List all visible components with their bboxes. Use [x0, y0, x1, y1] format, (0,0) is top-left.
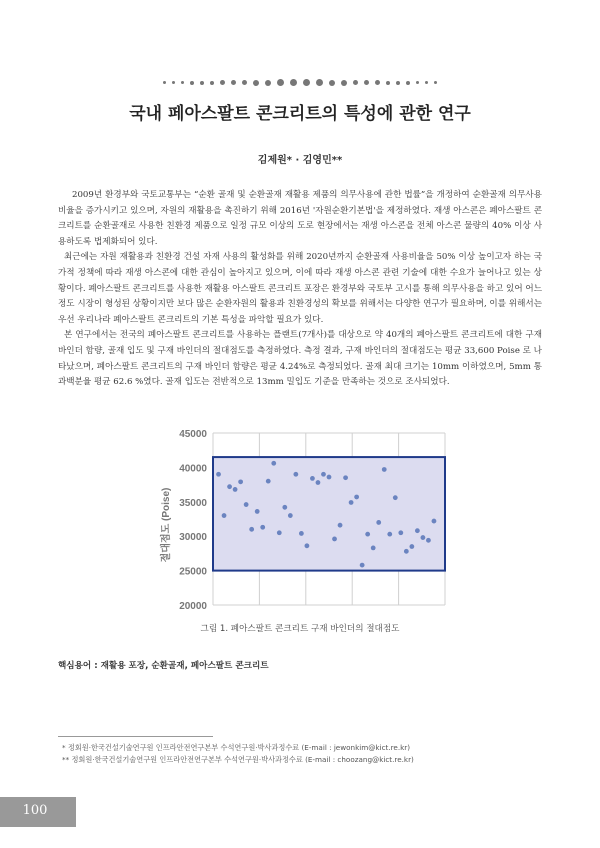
data-point [365, 532, 370, 537]
data-point [404, 549, 409, 554]
data-point [266, 479, 271, 484]
footnote-1: * 정회원·한국건설기술연구원 인프라안전연구본부 수석연구원·박사과정수료 (E-mail : jewonkim@kict.re.kr) [62, 743, 411, 752]
page-number: 100 [22, 803, 48, 818]
decoration-dot [375, 80, 380, 85]
abstract-body [58, 188, 542, 391]
decoration-dot [290, 79, 297, 86]
decoration-dot [231, 80, 236, 85]
paragraph-2: 최근에는 자원 재활용과 친환경 건설 자재 사용의 활성화를 위해 2020년까지 순환골재 사용비율을 50% 이상 높이고자 하는 국가적 정책에 따라 재생 아스콘에 대한 관심이 높아지고 있으며, 이에 따라 재생 아스콘 관련 기술에 대한 수요가 늘어나고 있는 상황이다. 폐아스팔트 콘크리트를 사용한 재활용 아스팔트 콘크리트 포장은 환경부와 국토부 고시를 통해 의무사용을 하고 있어 어느 정도 시장이 형성된 상황이지만 보다 많은 순환자원의 활용과 친환경성의 확보를 위해서는 다양한 연구가 필요하며, 이를 위해서는 우선 우리나라 폐아스팔트 콘크리트의 기본 특성을 파악할 필요가 있다. [58, 252, 542, 325]
decoration-dot [163, 81, 166, 84]
data-point [349, 500, 354, 505]
decoration-dot [316, 79, 323, 86]
footnote-2: ** 정회원·한국건설기술연구원 인프라안전연구본부 수석연구원·박사과정수료 (E-mail : choozang@kict.re.kr) [62, 755, 414, 764]
data-point [238, 479, 243, 484]
data-point [354, 495, 359, 500]
decoration-dot [277, 79, 284, 86]
range-band [213, 457, 445, 571]
data-point [260, 525, 265, 530]
decoration-dot [434, 81, 437, 84]
data-point [415, 528, 420, 533]
data-point [426, 538, 431, 543]
data-point [310, 476, 315, 481]
decoration-dot [181, 81, 184, 84]
decoration-dot [172, 81, 175, 84]
data-point [409, 544, 414, 549]
decoration-dot [341, 80, 347, 86]
decoration-dot [210, 81, 214, 85]
y-tick-label: 40000 [179, 463, 207, 475]
data-point [293, 472, 298, 477]
decoration-dot [416, 81, 419, 84]
decoration-dot [190, 81, 194, 85]
data-point [321, 472, 326, 477]
y-tick-label: 25000 [179, 566, 207, 578]
data-point [227, 484, 232, 489]
decoration-dot [406, 81, 410, 85]
data-point [360, 563, 365, 568]
data-point [398, 530, 403, 535]
chart-y-axis-label: 절대점도 (Poise) [161, 487, 172, 563]
y-tick-label: 20000 [179, 601, 207, 612]
data-point [376, 520, 381, 525]
title-decoration-dots [0, 72, 600, 82]
paper-title: 국내 페아스팔트 콘크리트의 특성에 관한 연구 [129, 104, 471, 124]
y-tick-label: 30000 [179, 532, 207, 544]
decoration-dot [220, 80, 225, 85]
paragraph-1: 2009년 환경부와 국토교통부는 “순환 골재 및 순환골재 재활용 제품의 의무사용에 관한 법률”을 개정하여 순환골재 의무사용비율을 증가시키고 있으며, 자원의 재활용을 촉진하기 위해 2016년 '자원순환기본법'을 제정하였다. 재생 아스콘은 폐아스팔트 콘크리트를 순환골재로 사용한 친환경 제품으로 일정 규모 이상의 도로 현장에서는 재생 아스콘을 전체 아스콘 물량의 40% 이상 사용하도록 법제화되어 있다. [58, 190, 542, 247]
data-point [299, 531, 304, 536]
footnote-rule [58, 736, 213, 737]
data-point [255, 509, 260, 514]
data-point [305, 543, 310, 548]
data-point [338, 523, 343, 528]
decoration-dot [265, 80, 271, 86]
author-line: 김제원* · 김영민** [257, 155, 343, 166]
data-point [244, 502, 249, 507]
decoration-dot [425, 81, 428, 84]
viscosity-scatter-chart [150, 422, 455, 618]
data-point [393, 495, 398, 500]
data-point [382, 467, 387, 472]
paragraph-3: 본 연구에서는 전국의 폐아스팔트 콘크리트를 사용하는 플랜트(7개사)를 대상으로 약 40개의 폐아스팔트 콘크리트에 대한 구재 바인더 함량, 골재 입도 및 구재 바인더의 절대점도를 측정하였다. 측정 결과, 구재 바인더의 절대점도는 평균 33,600 Poise 로 나타났으며, 폐아스팔트 콘크리트의 구재 바인더 함량은 평균 4.24%로 측정되었다. 골재 최대 크기는 10mm 이하였으며, 5mm 통과백분율 평균 62.6 %였다. 골재 입도는 전반적으로 13mm 밀입도 기준을 만족하는 것으로 조사되었다. [58, 330, 542, 388]
decoration-dot [329, 80, 335, 86]
decoration-dot [200, 81, 204, 85]
data-point [316, 480, 321, 485]
data-point [421, 535, 426, 540]
data-point [282, 505, 287, 510]
data-point [371, 545, 376, 550]
data-point [343, 475, 348, 480]
decoration-dot [242, 80, 247, 85]
figure-caption: 그림 1. 폐아스팔트 콘크리트 구재 바인더의 절대점도 [200, 624, 400, 634]
decoration-dot [364, 80, 369, 85]
data-point [222, 513, 227, 518]
keywords: 핵심용어 : 재활용 포장, 순환골재, 페아스팔트 콘크리트 [58, 661, 269, 671]
data-point [277, 530, 282, 535]
data-point [332, 537, 337, 542]
data-point [249, 527, 254, 532]
decoration-dot [353, 80, 358, 85]
data-point [327, 475, 332, 480]
data-point [432, 519, 437, 524]
data-point [216, 472, 221, 477]
decoration-dot [396, 81, 400, 85]
data-point [387, 532, 392, 537]
decoration-dot [303, 79, 310, 86]
decoration-dot [253, 80, 259, 86]
y-tick-label: 45000 [179, 429, 207, 440]
decoration-dot [386, 81, 390, 85]
data-point [233, 487, 238, 492]
y-tick-label: 35000 [179, 497, 207, 509]
data-point [271, 461, 276, 466]
data-point [288, 513, 293, 518]
